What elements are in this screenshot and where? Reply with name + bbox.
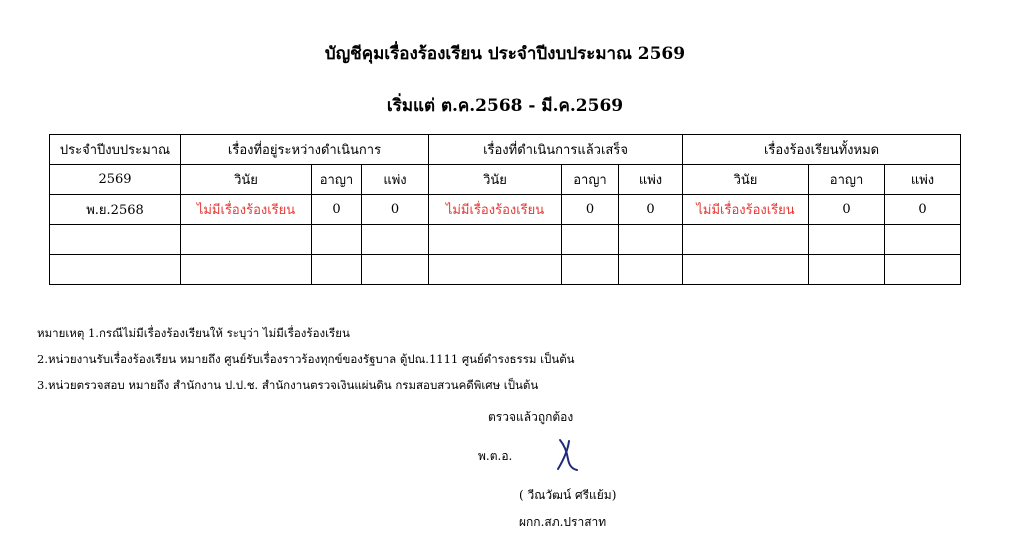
table-cell bbox=[562, 255, 619, 285]
table-cell bbox=[429, 255, 562, 285]
page-title: บัญชีคุมเรื่องร้องเรียน ประจำปีงบประมาณ 2569 bbox=[324, 44, 686, 64]
table-header-cell: วินัย bbox=[429, 165, 562, 195]
table-cell bbox=[362, 225, 429, 255]
signer-position: ผกก.สภ.ปราสาท bbox=[519, 515, 607, 529]
table-header-cell: เรื่องร้องเรียนทั้งหมด bbox=[683, 135, 961, 165]
notes-section bbox=[37, 320, 575, 398]
table-header-cell: 2569 bbox=[50, 165, 181, 195]
table-cell bbox=[312, 225, 362, 255]
table-cell bbox=[619, 255, 683, 285]
table-header-row bbox=[50, 135, 961, 165]
table-cell bbox=[50, 225, 181, 255]
table-cell bbox=[885, 225, 961, 255]
table-header-cell: แพ่ง bbox=[885, 165, 961, 195]
table-header-cell: ประจำปีงบประมาณ bbox=[50, 135, 181, 165]
note-line: 2.หน่วยงานรับเรื่องร้องเรียน หมายถึง ศูนย์รับเรื่องราวร้องทุกข์ของรัฐบาล ตู้ปณ.1111 ศูนย์ดำรงธรรม เป็นต้น bbox=[37, 352, 575, 366]
table-header-cell: เรื่องที่อยู่ระหว่างดำเนินการ bbox=[181, 135, 429, 165]
table-cell: ไม่มีเรื่องร้องเรียน bbox=[429, 195, 562, 225]
note-line: 3.หน่วยตรวจสอบ หมายถึง สำนักงาน ป.ป.ช. สำนักงานตรวจเงินแผ่นดิน กรมสอบสวนคดีพิเศษ เป็นต้น bbox=[37, 378, 539, 392]
verified-label: ตรวจแล้วถูกต้อง bbox=[488, 410, 574, 424]
table-row bbox=[50, 255, 961, 285]
page-subtitle: เริ่มแต่ ต.ค.2568 - มี.ค.2569 bbox=[386, 96, 624, 116]
table-cell: 0 bbox=[562, 195, 619, 225]
table-header-cell: เรื่องที่ดำเนินการแล้วเสร็จ bbox=[429, 135, 683, 165]
table-cell bbox=[362, 255, 429, 285]
table-cell: พ.ย.2568 bbox=[50, 195, 181, 225]
table-header-cell: แพ่ง bbox=[619, 165, 683, 195]
table-header-cell: อาญา bbox=[809, 165, 885, 195]
table-cell: ไม่มีเรื่องร้องเรียน bbox=[683, 195, 809, 225]
signer-name: ( วีณวัฒน์ ศรีแย้ม) bbox=[519, 488, 617, 502]
table-header-cell: อาญา bbox=[562, 165, 619, 195]
table-header-cell: อาญา bbox=[312, 165, 362, 195]
table-cell bbox=[683, 255, 809, 285]
table-cell bbox=[429, 225, 562, 255]
handwritten-signature bbox=[552, 437, 584, 473]
table-header-cell: วินัย bbox=[181, 165, 312, 195]
table-header-cell: วินัย bbox=[683, 165, 809, 195]
table-cell bbox=[809, 225, 885, 255]
table-cell: ไม่มีเรื่องร้องเรียน bbox=[181, 195, 312, 225]
table-cell bbox=[50, 255, 181, 285]
table-cell: 0 bbox=[619, 195, 683, 225]
complaint-table bbox=[49, 134, 961, 285]
signer-rank: พ.ต.อ. bbox=[478, 449, 513, 463]
table-cell bbox=[312, 255, 362, 285]
table-cell bbox=[885, 255, 961, 285]
table-cell bbox=[181, 225, 312, 255]
table-cell: 0 bbox=[312, 195, 362, 225]
table-cell bbox=[683, 225, 809, 255]
table-cell: 0 bbox=[885, 195, 961, 225]
table-cell: 0 bbox=[809, 195, 885, 225]
table-cell bbox=[181, 255, 312, 285]
table-cell bbox=[809, 255, 885, 285]
table-cell bbox=[562, 225, 619, 255]
note-line: หมายเหตุ 1.กรณีไม่มีเรื่องร้องเรียนให้ ระบุว่า ไม่มีเรื่องร้องเรียน bbox=[37, 326, 350, 340]
table-subheader-row bbox=[50, 165, 961, 195]
table-cell bbox=[619, 225, 683, 255]
table-header-cell: แพ่ง bbox=[362, 165, 429, 195]
table-row bbox=[50, 195, 961, 225]
table-row bbox=[50, 225, 961, 255]
table-cell: 0 bbox=[362, 195, 429, 225]
